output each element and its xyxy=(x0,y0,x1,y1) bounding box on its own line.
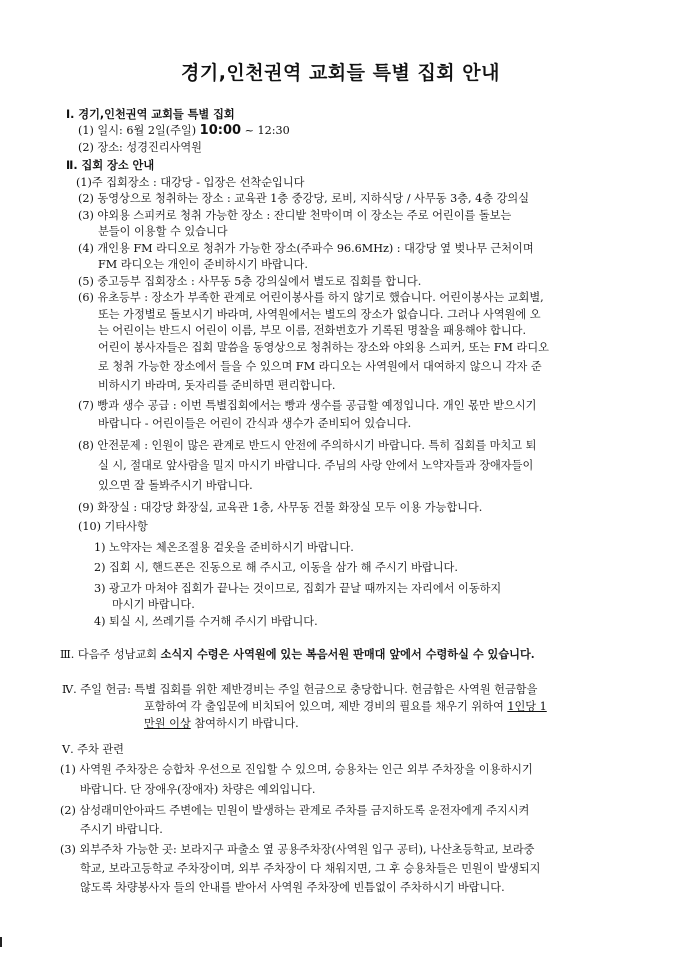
section-4-line xyxy=(144,716,299,732)
section-4-underlined: 만원 이상 xyxy=(144,717,191,730)
section-2-heading: Ⅱ. 집회 장소 안내 xyxy=(66,159,155,172)
section-5-line: (1) 사역원 주차장은 승합차 우선으로 진입할 수 있으며, 승용차는 인근 외부 주차장을 이용하시기 xyxy=(60,763,533,776)
section-2-line: (10) 기타사항 xyxy=(78,520,148,533)
section-2-line: (9) 화장실 : 대강당 화장실, 교육관 1층, 사무동 건물 화장실 모두 이용 가능합니다. xyxy=(78,501,483,514)
section-2-line: 있으면 잘 돌봐주시기 바랍니다. xyxy=(98,479,253,492)
section-5-line: 않도록 차량봉사자 들의 안내를 받아서 사역원 주차장에 빈틈없이 주차하시기 바랍니다. xyxy=(80,881,505,894)
section-4-text: 포함하여 각 출입문에 비치되어 있으며, 제반 경비의 필요를 채우기 위하여 xyxy=(144,700,508,713)
section-5-line: (2) 삼성래미안아파드 주변에는 민원이 발생하는 관계로 주차를 금지하도록 운전자에게 주지시켜 xyxy=(60,804,530,817)
section-4-line: Ⅳ. 주일 헌금: 특별 집회를 위한 제반경비는 주일 헌금으로 충당합니다. 헌금함은 사역원 헌금함을 xyxy=(62,683,538,696)
section-2-line: 마시기 바랍니다. xyxy=(112,598,195,611)
end-time: ~ 12:30 xyxy=(241,124,290,137)
start-time: 10:00 xyxy=(199,123,242,138)
page-title: 경기,인천권역 교회들 특별 집회 안내 xyxy=(181,62,500,84)
section-2-line: (4) 개인용 FM 라디오로 청취가 가능한 장소(주파수 96.6MHz) : 대강당 옆 벚나무 근처이며 xyxy=(78,242,534,255)
section-2-line: (3) 야외용 스피커로 청취 가능한 장소 : 잔디밭 천막이며 이 장소는 주로 어린이를 돌보는 xyxy=(78,209,512,222)
section-2-line: (2) 동영상으로 청취하는 장소 : 교육관 1층 중강당, 로비, 지하식당 / 사무동 3층, 4층 강의실 xyxy=(78,192,530,205)
section-5-line: 학교, 보라고등학교 주차장이며, 외부 주차장이 다 채워지면, 그 후 승용차들은 민원이 발생되지 xyxy=(80,862,541,875)
date-label: (1) 일시: 6월 2일(주일) xyxy=(78,124,200,137)
section-2-line: 3) 광고가 마쳐야 집회가 끝나는 것이므로, 집회가 끝날 때까지는 자리에서 이동하지 xyxy=(94,582,502,595)
section-2-line: (6) 유초등부 : 장소가 부족한 관계로 어린이봉사를 하지 않기로 했습니다. 어린이봉사는 교회별, xyxy=(78,291,544,304)
section-4-line xyxy=(144,699,547,715)
section-2-line: 로 청취 가능한 장소에서 들을 수 있으며 FM 라디오는 사역원에서 대여하지 않으니 각자 준 xyxy=(98,360,542,373)
section-3-bold-text: 소식지 수령은 사역원에 있는 복음서원 판매대 앞에서 수령하실 수 있습니다. xyxy=(160,647,535,661)
section-2-line: FM 라디오는 개인이 준비하시기 바랍니다. xyxy=(98,258,308,271)
section-2-line: 어린이 봉사자들은 집회 말씀을 동영상으로 청취하는 장소와 야외용 스피커, 또는 FM 라디오 xyxy=(98,341,549,354)
section-2-line: 4) 퇴실 시, 쓰레기를 수거해 주시기 바랍니다. xyxy=(94,615,318,628)
section-5-line: 바랍니다. 단 장애우(장애자) 차량은 예외입니다. xyxy=(80,783,316,796)
section-5-line: 주시기 바랍니다. xyxy=(80,823,163,836)
section-4-underlined: 1인당 1 xyxy=(507,700,547,713)
section-4-text: 참여하시기 바랍니다. xyxy=(190,717,299,730)
section-3-notice xyxy=(60,646,535,663)
section-5-line: (3) 외부주차 가능한 곳: 보라지구 파출소 옆 공용주차장(사역원 입구 공터), 나산초등학교, 보라중 xyxy=(60,843,535,856)
section-2-line: 바랍니다 - 어린이들은 어린이 간식과 생수가 준비되어 있습니다. xyxy=(98,417,412,430)
section-2-line: (5) 중고등부 집회장소 : 사무동 5층 강의실에서 별도로 집회를 합니다. xyxy=(78,275,422,288)
section-2-line: 비하시기 바라며, 돗자리를 준비하면 편리합니다. xyxy=(98,379,336,392)
section-2-line: 실 시, 절대로 앞사람을 밀지 마시기 바랍니다. 주님의 사랑 안에서 노약자들과 장애자들이 xyxy=(98,459,534,472)
section-2-line: (1)주 집회장소 : 대강당 - 입장은 선착순입니다 xyxy=(76,176,305,189)
section-2-line: 2) 집회 시, 핸드폰은 진동으로 해 주시고, 이동을 삼가 해 주시기 바랍니다. xyxy=(94,561,458,574)
section-2-line: (8) 안전문제 : 인원이 많은 관계로 반드시 안전에 주의하시기 바랍니다. 특히 집회를 마치고 퇴 xyxy=(78,439,537,452)
section-2-line: 1) 노약자는 체온조절용 겉옷을 준비하시기 바랍니다. xyxy=(94,541,354,554)
section-2-line: 는 어린이는 반드시 어린이 이름, 부모 이름, 전화번호가 기록된 명찰을 패용해야 합니다. xyxy=(98,324,527,337)
section-1-heading: Ⅰ. 경기,인천권역 교회들 특별 집회 xyxy=(66,108,235,121)
section-5-heading: Ⅴ. 주차 관련 xyxy=(62,743,124,756)
section-2-line: 또는 가정별로 돌보시기 바라며, 사역원에서는 별도의 장소가 없습니다. 그러나 사역원에 오 xyxy=(98,308,541,321)
section-3-prefix: Ⅲ. 다음주 성남교회 xyxy=(60,648,161,661)
section-1-place: (2) 장소: 성경진리사역원 xyxy=(78,141,202,154)
section-2-line: 분들이 이용할 수 있습니다 xyxy=(98,225,228,238)
page-edge-mark xyxy=(0,937,2,947)
section-2-line: (7) 빵과 생수 공급 : 이번 특별집회에서는 빵과 생수를 공급할 예정입니다. 개인 몫만 받으시기 xyxy=(78,399,537,412)
section-1-date xyxy=(78,123,290,139)
